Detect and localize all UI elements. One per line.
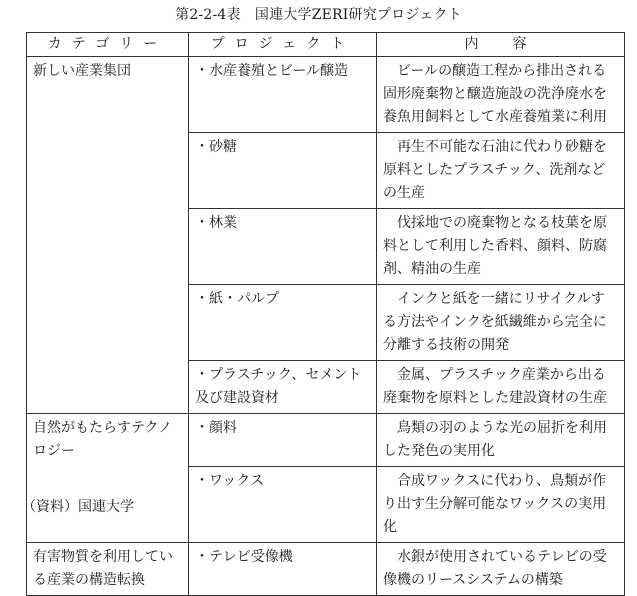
- category-cell: 自然がもたらすテクノロジー: [27, 414, 189, 543]
- project-cell: ・顔料: [189, 414, 377, 467]
- project-cell: ・プラスチック、セメント及び建設資材: [189, 361, 377, 414]
- project-cell: ・林業: [189, 209, 377, 285]
- project-cell: ・紙・パルプ: [189, 285, 377, 361]
- project-cell: ・テレビ受像機: [189, 543, 377, 596]
- content-cell: 再生不可能な石油に代わり砂糖を原料としたプラスチック、洗剤などの生産: [377, 133, 625, 209]
- project-cell: ・水産養殖とビール醸造: [189, 57, 377, 133]
- table-header-row: [27, 33, 625, 57]
- project-cell: ・ワックス: [189, 467, 377, 543]
- source-note: （資料）国連大学: [22, 499, 134, 515]
- content-cell: 水銀が使用されているテレビの受像機のリースシステムの構築: [377, 543, 625, 596]
- header-category: カテゴリー: [27, 33, 189, 57]
- category-cell: 有害物質を利用している産業の構造転換: [27, 543, 189, 596]
- header-content: 内 容: [377, 33, 625, 57]
- table-row: [27, 543, 625, 596]
- table-row: [27, 414, 625, 467]
- header-project: プロジェクト: [189, 33, 377, 57]
- content-cell: 合成ワックスに代わり、鳥類が作り出す生分解可能なワックスの実用化: [377, 467, 625, 543]
- category-cell: 新しい産業集団: [27, 57, 189, 414]
- content-cell: ビールの醸造工程から排出される固形廃棄物と醸造施設の洗浄廃水を養魚用飼料として水産養殖業に利用: [377, 57, 625, 133]
- table-row: [27, 57, 625, 133]
- table-title: 第2-2-4表 国連大学ZERI研究プロジェクト: [175, 7, 462, 23]
- content-cell: 伐採地での廃棄物となる枝葉を原料として利用した香料、顔料、防腐剤、精油の生産: [377, 209, 625, 285]
- content-cell: 鳥類の羽のような光の屈折を利用した発色の実用化: [377, 414, 625, 467]
- project-cell: ・砂糖: [189, 133, 377, 209]
- content-cell: インクと紙を一緒にリサイクルする方法やインクを紙繊維から完全に分離する技術の開発: [377, 285, 625, 361]
- content-cell: 金属、プラスチック産業から出る廃棄物を原料とした建設資材の生産: [377, 361, 625, 414]
